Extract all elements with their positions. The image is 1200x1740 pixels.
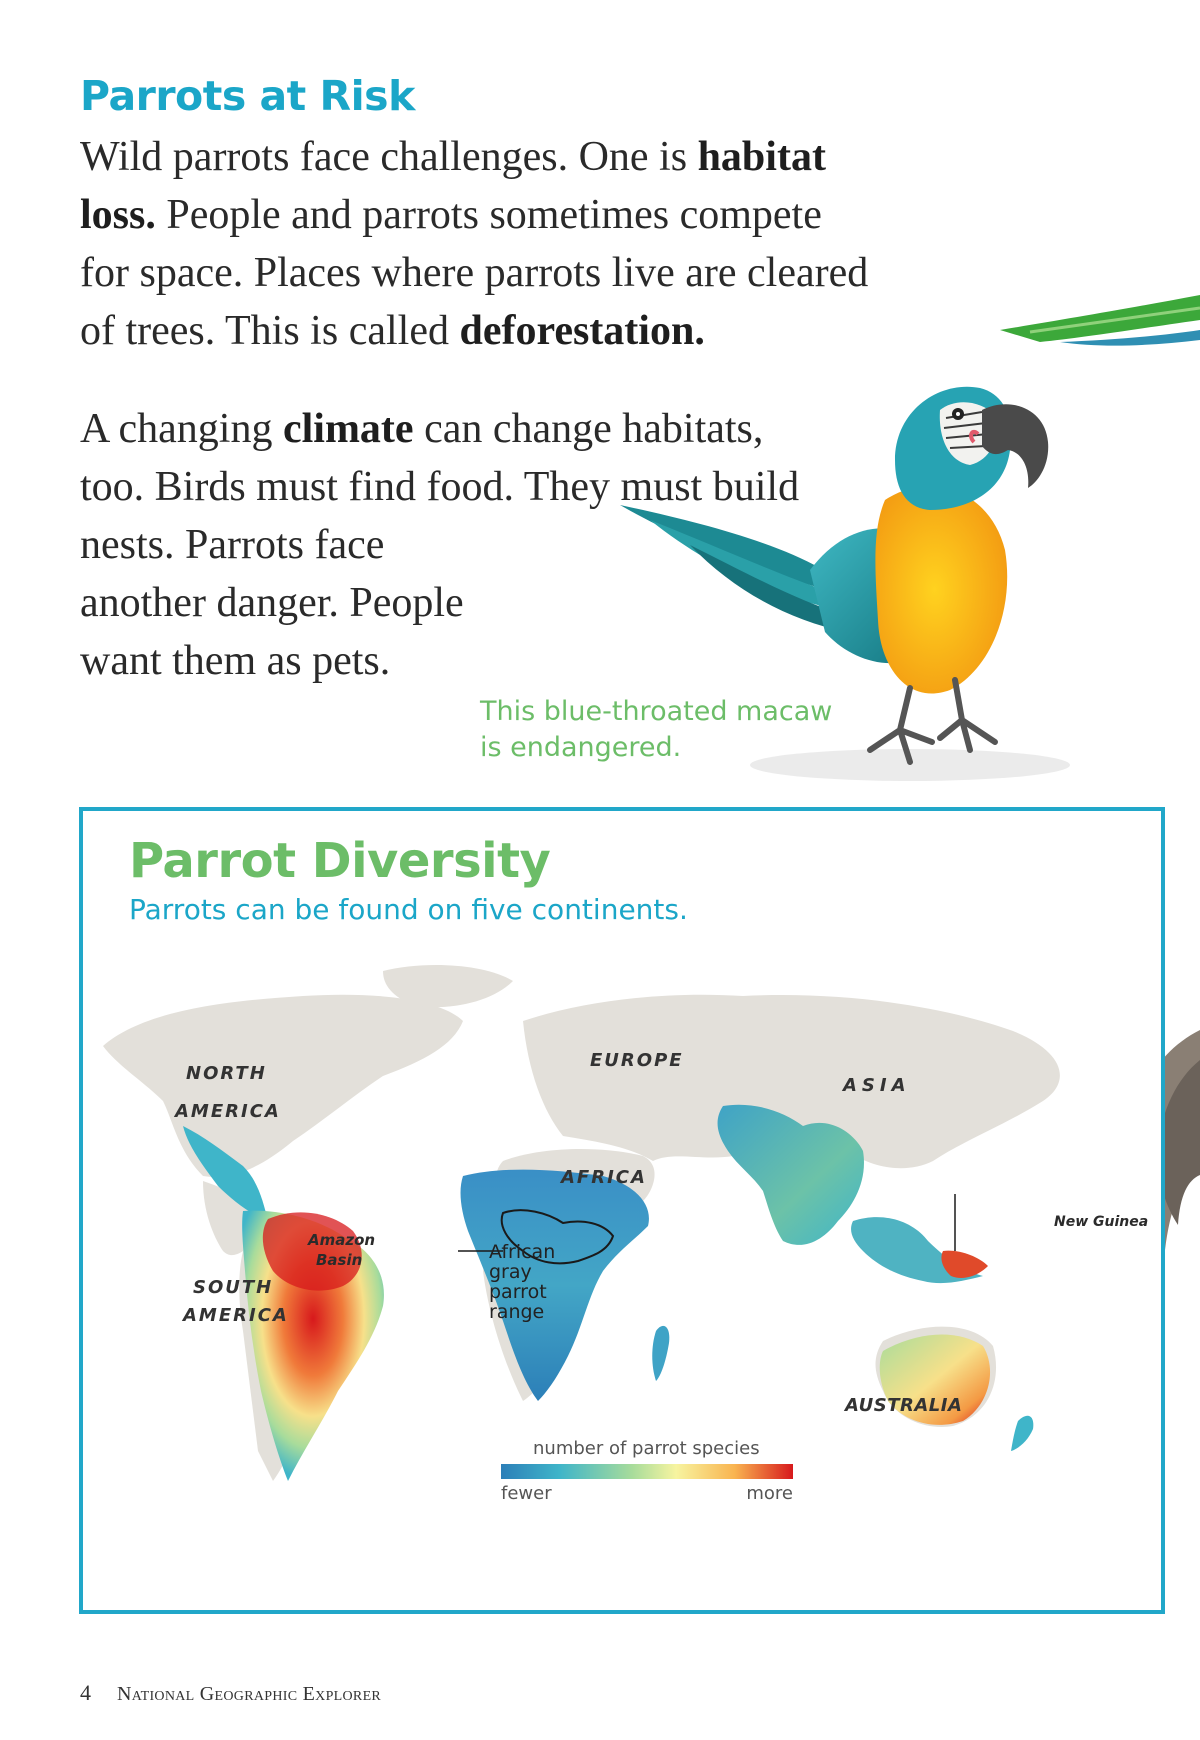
text-line: too. Birds must find food. They must build	[80, 464, 800, 510]
text-run: People and parrots sometimes compete for space. Places where parrots live are cleared of trees. This is called	[80, 192, 869, 354]
legend-low-label: fewer	[501, 1483, 552, 1504]
term-climate: climate	[282, 406, 414, 452]
label-asia: ASIA	[843, 1075, 911, 1096]
label-europe: EUROPE	[590, 1050, 684, 1071]
publication-name: National Geographic Explorer	[117, 1683, 382, 1705]
photo-caption	[480, 694, 832, 766]
text-run: Wild parrots face challenges. One is	[80, 134, 698, 180]
caption-line: is endangered.	[480, 732, 682, 763]
label-amazon-basin-1: Amazon	[308, 1231, 376, 1249]
label-australia: AUSTRALIA	[845, 1395, 963, 1416]
map-subtitle: Parrots can be found on five continents.	[129, 893, 688, 926]
feather-image	[1000, 290, 1200, 360]
map-legend	[501, 1438, 793, 1504]
legend-title: number of parrot species	[533, 1438, 760, 1459]
caption-line: This blue-throated macaw	[480, 696, 833, 727]
label-grey-parrot-1: African	[489, 1241, 556, 1263]
legend-color-bar	[501, 1464, 793, 1479]
text-run: can change habitats,	[413, 406, 764, 452]
text-run: A changing	[80, 406, 283, 452]
label-north-america-1: NORTH	[186, 1063, 267, 1084]
map-title: Parrot Diversity	[129, 833, 551, 889]
label-amazon-basin-2: Basin	[316, 1251, 363, 1269]
label-grey-parrot-2: gray	[489, 1261, 532, 1283]
text-line: nests. Parrots face	[80, 522, 385, 568]
label-new-guinea: New Guinea	[1054, 1214, 1149, 1230]
term-habitat-loss: habitat loss.	[80, 134, 826, 238]
world-map	[83, 951, 1161, 1601]
label-grey-parrot-4: range	[489, 1301, 545, 1323]
label-grey-parrot-3: parrot	[489, 1281, 547, 1303]
text-line: another danger. People	[80, 580, 464, 626]
label-africa: AFRICA	[561, 1167, 647, 1188]
page-number: 4	[80, 1680, 91, 1705]
legend-high-label: more	[746, 1483, 793, 1504]
label-south-america-2: AMERICA	[183, 1305, 289, 1326]
label-north-america-2: AMERICA	[175, 1101, 281, 1122]
paragraph-habitat-loss	[80, 128, 880, 360]
label-south-america-1: SOUTH	[193, 1277, 274, 1298]
parrot-diversity-map-panel	[79, 807, 1165, 1614]
term-deforestation: deforestation.	[459, 308, 705, 354]
section-heading: Parrots at Risk	[80, 72, 415, 120]
text-line: want them as pets.	[80, 638, 391, 684]
page-footer	[80, 1680, 381, 1706]
